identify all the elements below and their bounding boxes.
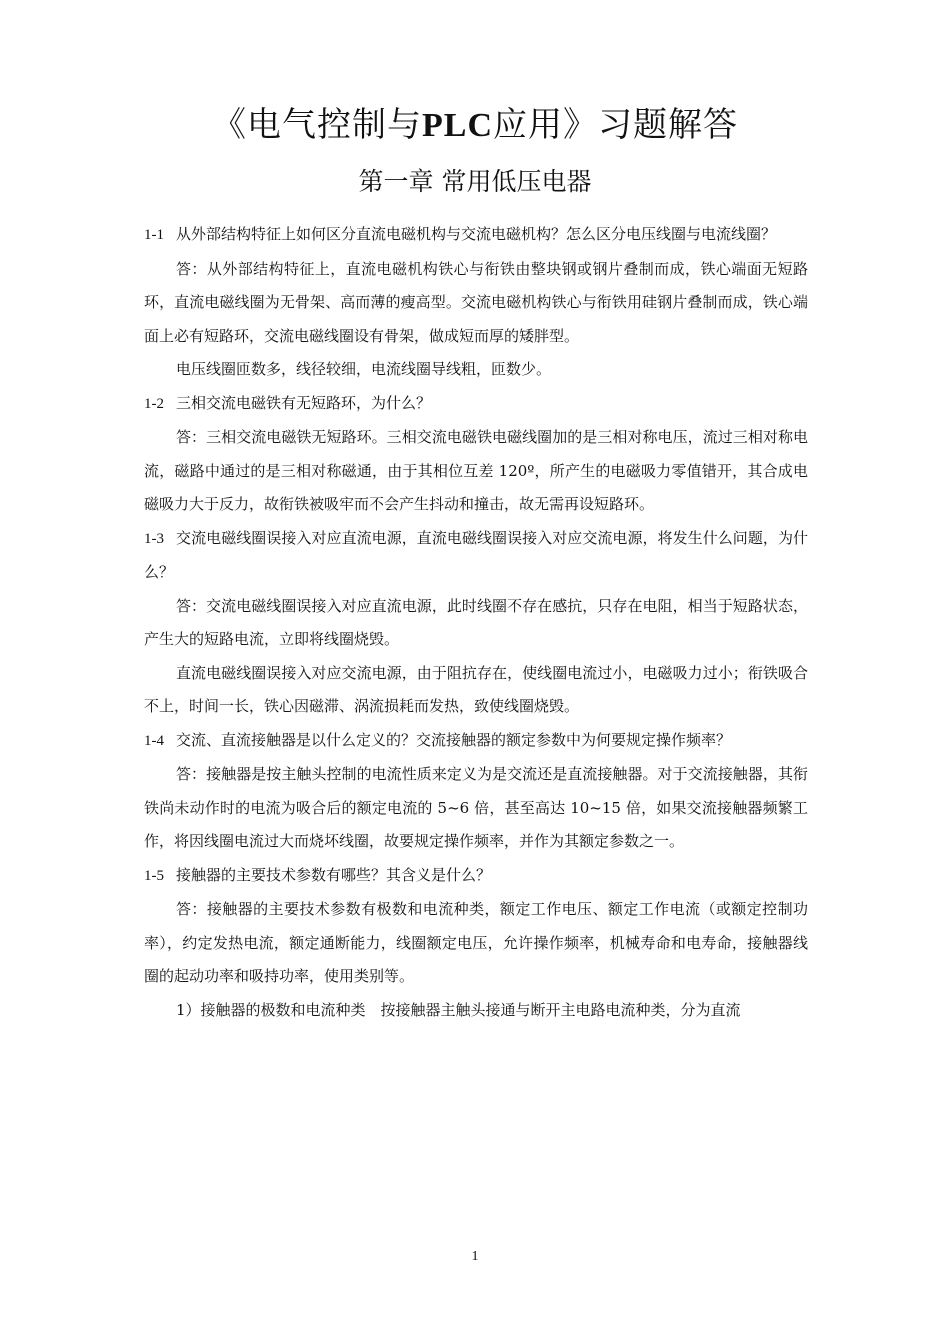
answer-paragraph: 电压线圈匝数多，线径较细，电流线圈导线粗，匝数少。 <box>176 360 552 378</box>
answer-paragraph: 答：从外部结构特征上，直流电磁机构铁心与衔铁由整块钢或钢片叠制而成，铁心端面无短路环，直流电磁线圈为无骨架、高而薄的瘦高型。交流电磁机构铁心与衔铁用硅钢片叠制而成，铁心端面上必有短路环，交流电磁线圈设有骨架，做成短而厚的矮胖型。 <box>144 259 808 345</box>
question-1-3 <box>144 522 808 590</box>
chapter-title: 第一章 常用低压电器 <box>358 167 592 196</box>
answer-paragraph: 答：接触器是按主触头控制的电流性质来定义为是交流还是直流接触器。对于交流接触器，其衔铁尚未动作时的电流为吸合后的额定电流的 5~6 倍，甚至高达 10~15 倍，如果交流接触器频繁工作，将因线圈电流过大而烧坏线圈，故要规定操作频率，并作为其额定参数之一。 <box>144 765 808 850</box>
question-text: 三相交流电磁铁有无短路环，为什么？ <box>176 393 432 412</box>
question-1-5 <box>144 859 808 894</box>
question-text: 接触器的主要技术参数有哪些？其含义是什么？ <box>176 865 492 884</box>
document-title <box>0 102 950 149</box>
question-text: 交流电磁线圈误接入对应直流电源，直流电磁线圈误接入对应交流电源，将发生什么问题，为什么？ <box>144 528 808 581</box>
answer-paragraph: 答：接触器的主要技术参数有极数和电流种类，额定工作电压、额定工作电流（或额定控制功率），约定发热电流，额定通断能力，线圈额定电压，允许操作频率，机械寿命和电寿命，接触器线圈的起动功率和吸持功率，使用类别等。 <box>144 900 808 985</box>
answer-paragraph: 答：三相交流电磁铁无短路环。三相交流电磁铁电磁线圈加的是三相对称电压，流过三相对称电流，磁路中通过的是三相对称磁通，由于其相位互差 120º，所产生的电磁吸力零值错开，其合成电磁吸力大于反力，故衔铁被吸牢而不会产生抖动和撞击，故无需再设短路环。 <box>144 428 808 513</box>
title-suffix: 应用》习题解答 <box>493 105 738 145</box>
question-text: 交流、直流接触器是以什么定义的？交流接触器的额定参数中为何要规定操作频率？ <box>176 730 732 749</box>
question-1-4 <box>144 724 808 759</box>
question-number: 1-4 <box>144 732 164 749</box>
answer-paragraph: 1）接触器的极数和电流种类 按接触器主触头接通与断开主电路电流种类，分为直流 <box>176 1000 741 1019</box>
question-1-2 <box>144 387 808 422</box>
title-prefix: 《电气控制与 <box>212 105 422 145</box>
title-latin: PLC <box>422 107 493 144</box>
document-body <box>144 218 808 1027</box>
question-text: 从外部结构特征上如何区分直流电磁机构与交流电磁机构？怎么区分电压线圈与电流线圈？ <box>176 225 777 243</box>
answer-paragraph: 直流电磁线圈误接入对应交流电源，由于阻抗存在，使线圈电流过小，电磁吸力过小；衔铁吸合不上，时间一长，铁心因磁滞、涡流损耗而发热，致使线圈烧毁。 <box>144 663 808 715</box>
question-number: 1-1 <box>144 227 164 243</box>
question-number: 1-3 <box>144 530 164 547</box>
answer-paragraph: 答：交流电磁线圈误接入对应直流电源，此时线圈不存在感抗，只存在电阻，相当于短路状态，产生大的短路电流，立即将线圈烧毁。 <box>144 596 808 648</box>
question-1-1 <box>144 218 808 253</box>
page-number: 1 <box>471 1249 479 1264</box>
question-number: 1-5 <box>144 867 164 884</box>
question-number: 1-2 <box>144 395 164 412</box>
